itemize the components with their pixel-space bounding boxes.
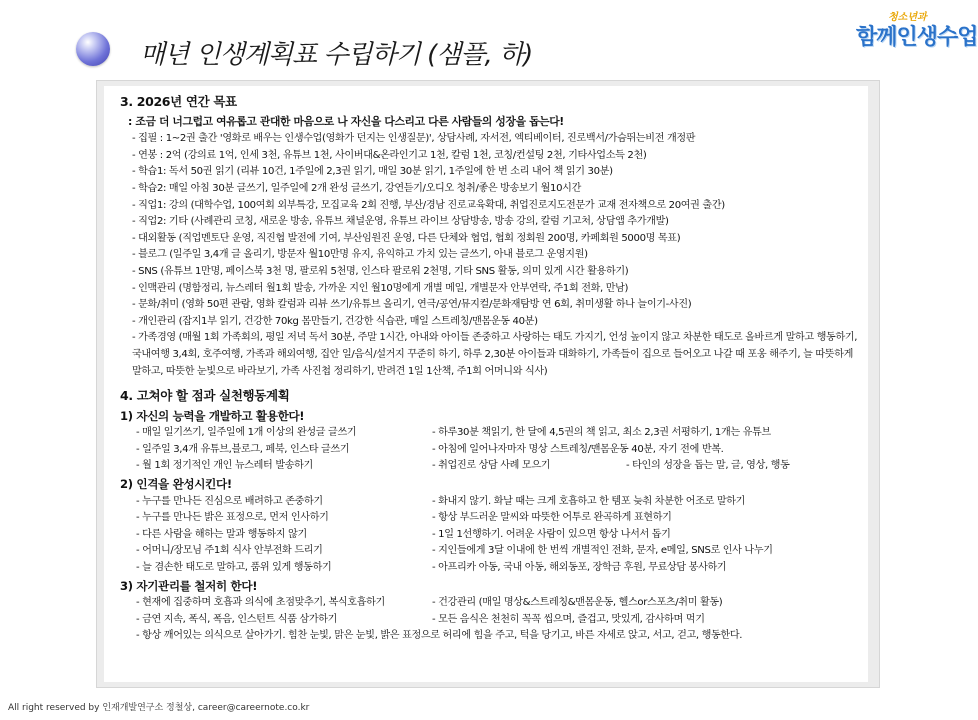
action-row: [136, 442, 858, 459]
footer-copyright: All right reserved by 인재개발연구소 정철상, career@careernote.co.kr: [8, 703, 310, 713]
section-3-title: 3. 2026년 연간 목표: [120, 94, 237, 109]
goal-item: - 연봉 : 2억 (강의료 1억, 인세 3천, 유튜브 1천, 사이버대&온라인기고 1천, 칼럼 1천, 코칭/컨설팅 2천, 기타사업소득 2천): [132, 149, 647, 161]
goal-item: - 문화/취미 (영화 50편 관람, 영화 칼럼과 리뷰 쓰기/유튜브 올리기, 연극/공연/뮤지컬/문화재탐방 연 6회, 취미생활 하나 늘이기-사진): [132, 299, 692, 311]
action-right: - 건강관리 (매일 명상&스트레칭&맨몸운동, 헬스or스포츠/취미 활동): [432, 597, 723, 609]
goal-item: - 블로그 (일주일 3,4개 글 올리기, 방문자 월10만명 유지, 유익하고 가치 있는 글쓰기, 아내 블로그 운영지원): [132, 249, 588, 261]
action-left: - 어머니/장모님 주1회 식사 안부전화 드리기: [136, 545, 323, 557]
subsection-1-title: 1) 자신의 능력을 개발하고 활용한다!: [120, 408, 305, 423]
goal-item: - 대외활동 (직업멘토단 운영, 직진협 발전에 기여, 부산임원진 운영, 다른 단체와 협업, 협회 정회원 200명, 카페회원 5000명 목표): [132, 232, 681, 244]
bullet-orb-icon: [76, 32, 110, 66]
action-right: - 하루30분 책읽기, 한 달에 4,5권의 책 읽고, 최소 2,3권 서평하기, 1개는 유튜브: [432, 427, 771, 439]
action-left: - 일주일 3,4개 유튜브,블로그, 페북, 인스타 글쓰기: [136, 443, 350, 455]
action-right: - 항상 부드러운 말씨와 따뜻한 어투로 완곡하게 표현하기: [432, 512, 672, 524]
action-row: [136, 543, 858, 560]
action-right: - 아침에 일어나자마자 명상 스트레칭/맨몸운동 40분, 자기 전에 반복.: [432, 443, 724, 455]
section-4-title: 4. 고쳐야 할 점과 실천행동계획: [120, 388, 290, 404]
action-left: - 현재에 집중하며 호흡과 의식에 초점맞추기, 복식호흡하기: [136, 597, 385, 609]
action-left: - 누구를 만나든 진심으로 배려하고 존중하기: [136, 495, 323, 507]
family-text: - 가족경영 (매월 1회 가족회의, 평일 저녁 독서 30분, 주말 1시간, 아내와 아이들 존중하고 사랑하는 태도 가지기, 언성 높이지 않고 차분한 태도로 올바르게 말하고 행동하기, 국내여행 3,4회, 호주여행, 가족과 해외여행, 집안 일/음식/설거지 꾸준히 하기, 하루 2,30분 아이들과 대화하기, 가족들이 집으로 들어오고 나갈 때 포옹 해주기, 늘 따뜻하게 말하고, 따뜻한 눈빛으로 바라보기, 가족 사진첩 정리하기, 반려견 1일 1산책, 주1회 어머니와 식사): [132, 332, 858, 377]
header: [0, 0, 978, 80]
subsection-2-title: 2) 인격을 완성시킨다!: [120, 477, 232, 492]
action-row: [136, 628, 858, 645]
action-full: - 항상 깨어있는 의식으로 살아가기. 힘찬 눈빛, 맑은 눈빛, 밝은 표정으로 허리에 힘을 주고, 턱을 당기고, 바른 자세로 앉고, 서고, 걷고, 행동한다.: [136, 630, 743, 642]
action-row: [136, 595, 858, 612]
subsection-3-title: 3) 자기관리를 철저히 한다!: [120, 578, 258, 593]
action-left: - 늘 겸손한 태도로 말하고, 품위 있게 행동하기: [136, 562, 332, 574]
action-right: - 화내지 않기. 화날 때는 크게 호흡하고 한 템포 늦춰 차분한 어조로 말하기: [432, 495, 746, 507]
section-3-motto: : 조금 더 너그럽고 여유롭고 관대한 마음으로 나 자신을 다스리고 다른 사람들의 성장을 돕는다!: [128, 114, 564, 128]
action-row: [136, 510, 858, 527]
goal-item: - 직업1: 강의 (대학수업, 100여회 외부특강, 모집교육 2회 진행, 부산/경남 진로교육확대, 취업진로지도전문가 교재 전자책으로 20여권 출간): [132, 199, 725, 211]
action-row: [136, 458, 858, 475]
logo-tagline: 청소년과: [888, 12, 927, 23]
action-left: - 금연 지속, 폭식, 폭음, 인스턴트 식품 삼가하기: [136, 613, 338, 625]
goal-item: - 학습1: 독서 50권 읽기 (리뷰 10건, 1주일에 2,3권 읽기, 매일 30분 읽기, 1주일에 한 번 소리 내어 책 읽기 30분): [132, 166, 613, 178]
brand-logo: [852, 8, 978, 50]
goal-item: - 집필 : 1~2권 출간 '영화로 배우는 인생수업(영화가 던지는 인생질문)', 상담사례, 자서전, 엑티베이터, 진로백서/가슴뛰는비전 개정판: [132, 133, 696, 145]
action-right: - 지인들에게 3달 이내에 한 번씩 개별적인 전화, 문자, e메일, SNS로 인사 나누기: [432, 545, 773, 557]
action-right: - 1일 1선행하기. 어려운 사람이 있으면 항상 나서서 돕기: [432, 528, 671, 540]
action-row: [136, 494, 858, 511]
action-middle: - 취업진로 상담 사례 모으기: [432, 460, 551, 472]
goal-item: - SNS (유튜브 1만명, 페이스북 3천 명, 팔로워 5천명, 인스타 팔로워 2천명, 기타 SNS 활동, 의미 있게 시간 활용하기): [132, 265, 629, 277]
action-row: [136, 612, 858, 629]
page-title: 매년 인생계획표 수립하기 (샘플, 하): [140, 40, 533, 70]
action-row: [136, 425, 858, 442]
action-left: - 다른 사람을 해하는 말과 행동하지 않기: [136, 528, 307, 540]
goal-item-family: [120, 330, 858, 380]
action-right: - 아프리카 아동, 국내 아동, 해외동포, 장학금 후원, 무료상담 봉사하기: [432, 562, 727, 574]
action-left: - 누구를 만나든 밝은 표정으로, 먼저 인사하기: [136, 512, 329, 524]
action-left: - 월 1회 정기적인 개인 뉴스레터 발송하기: [136, 460, 313, 472]
goal-item: - 인맥관리 (명함정리, 뉴스레터 월1회 발송, 가까운 지인 월10명에게 개별 메일, 개별문자 안부연락, 주1회 전화, 만남): [132, 282, 629, 294]
goal-item: - 직업2: 기타 (사례관리 코칭, 새로운 방송, 유튜브 채널운영, 유튜브 라이브 상담방송, 방송 강의, 칼럼 기고처, 상담앱 추가개발): [132, 216, 669, 228]
action-row: [136, 560, 858, 577]
action-left: - 매일 일기쓰기, 일주일에 1개 이상의 완성글 글쓰기: [136, 427, 357, 439]
logo-wordmark: 함께인생수업: [856, 25, 978, 50]
document-sheet: [104, 86, 868, 682]
action-row: [136, 527, 858, 544]
action-right: - 타인의 성장을 돕는 말, 글, 영상, 행동: [626, 460, 790, 472]
goal-item: - 학습2: 매일 아침 30분 글쓰기, 일주일에 2개 완성 글쓰기, 강연듣기/오디오 청취/좋은 방송보기 월10시간: [132, 182, 581, 194]
action-right: - 모든 음식은 천천히 꼭꼭 씹으며, 즐겁고, 맛있게, 감사하며 먹기: [432, 613, 705, 625]
goal-item: - 개인관리 (잡지1부 읽기, 건강한 70kg 몸만들기, 건강한 식습관, 매일 스트레칭/맨몸운동 40분): [132, 315, 538, 327]
